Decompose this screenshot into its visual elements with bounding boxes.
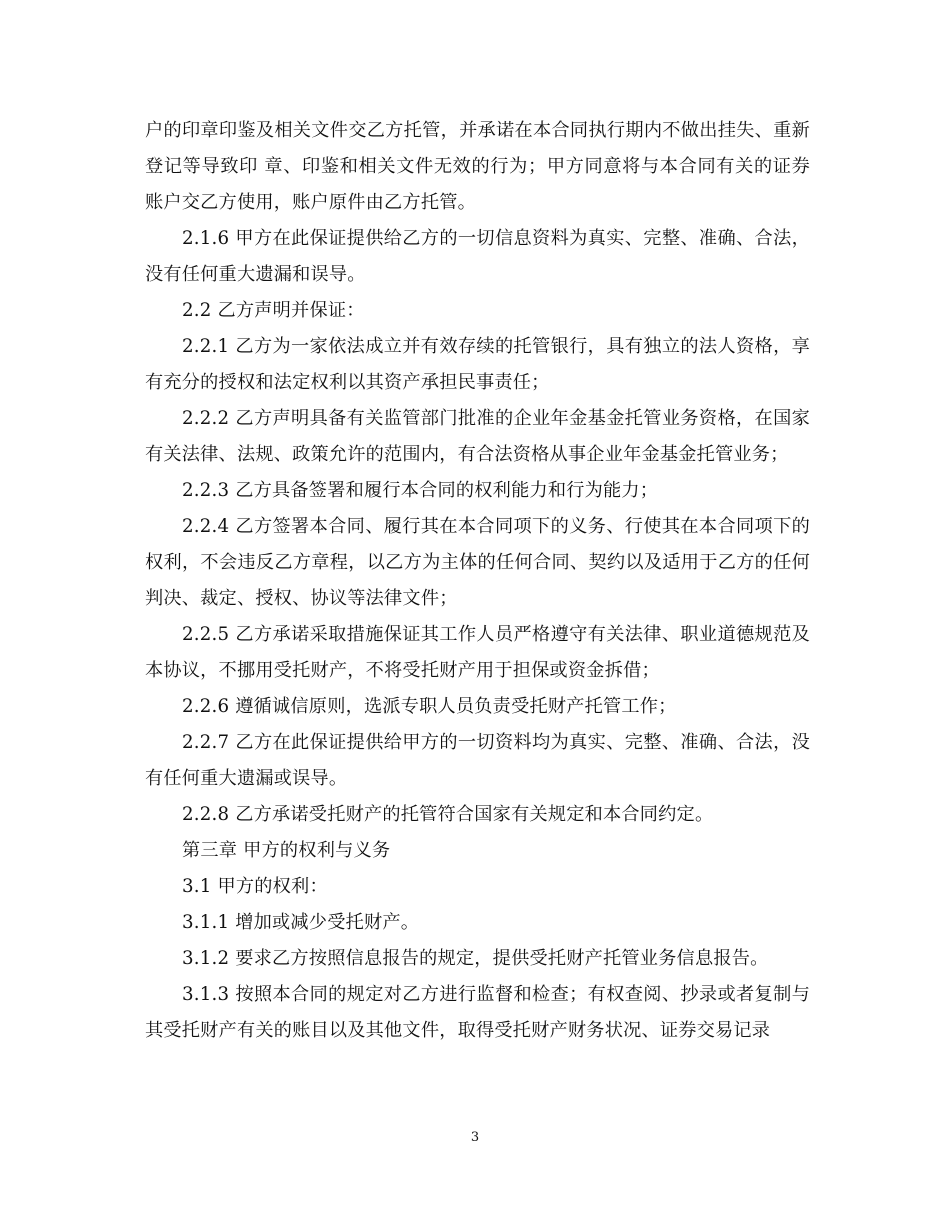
clause-2-2-3: 2.2.3 乙方具备签署和履行本合同的权利能力和行为能力；: [182, 480, 659, 501]
clause-2-2-6: 2.2.6 遵循诚信原则，选派专职人员负责受托财产托管工作；: [182, 696, 677, 717]
clause-2-2-8: 2.2.8 乙方承诺受托财产的托管符合国家有关规定和本合同约定。: [182, 804, 714, 825]
clause-2-2-4: 2.2.4 乙方签署本合同、履行其在本合同项下的义务、行使其在本合同项下的权利，不会违反乙方章程，以乙方为主体的任何合同、契约以及适用于乙方的任何判决、裁定、授权、协议等法律文件；: [145, 516, 810, 609]
clause-2-2-5: 2.2.5 乙方承诺采取措施保证其工作人员严格遵守有关法律、职业道德规范及本协议，不挪用受托财产，不将受托财产用于担保或资金拆借；: [145, 624, 810, 681]
paragraph-continuation: 户的印章印鉴及相关文件交乙方托管，并承诺在本合同执行期内不做出挂失、重新登记等导致印 章、印鉴和相关文件无效的行为；甲方同意将与本合同有关的证券账户交乙方使用，账户原件由乙方托管。: [145, 120, 810, 213]
clause-2-2-heading: 2.2 乙方声明并保证：: [182, 300, 365, 321]
page-number: 3: [470, 1130, 480, 1145]
clause-2-2-7: 2.2.7 乙方在此保证提供给甲方的一切资料均为真实、完整、准确、合法，没有任何重大遗漏或误导。: [145, 732, 810, 789]
clause-3-1-2: 3.1.2 要求乙方按照信息报告的规定，提供受托财产托管业务信息报告。: [182, 948, 769, 969]
document-body: [145, 113, 810, 1049]
clause-2-2-1: 2.2.1 乙方为一家依法成立并有效存续的托管银行，具有独立的法人资格，享有充分的授权和法定权利以其资产承担民事责任；: [145, 336, 810, 393]
clause-2-1-6: 2.1.6 甲方在此保证提供给乙方的一切信息资料为真实、完整、准确、合法，没有任何重大遗漏和误导。: [145, 228, 810, 285]
clause-2-2-2: 2.2.2 乙方声明具备有关监管部门批准的企业年金基金托管业务资格，在国家有关法律、法规、政策允许的范围内，有合法资格从事企业年金基金托管业务；: [145, 408, 810, 465]
clause-3-1-3: 3.1.3 按照本合同的规定对乙方进行监督和检查；有权查阅、抄录或者复制与其受托财产有关的账目以及其他文件，取得受托财产财务状况、证券交易记录: [145, 984, 810, 1041]
clause-3-1-heading: 3.1 甲方的权利：: [182, 876, 328, 897]
clause-3-1-1: 3.1.1 增加或减少受托财产。: [182, 912, 420, 933]
chapter-3-heading: 第三章 甲方的权利与义务: [182, 840, 391, 861]
